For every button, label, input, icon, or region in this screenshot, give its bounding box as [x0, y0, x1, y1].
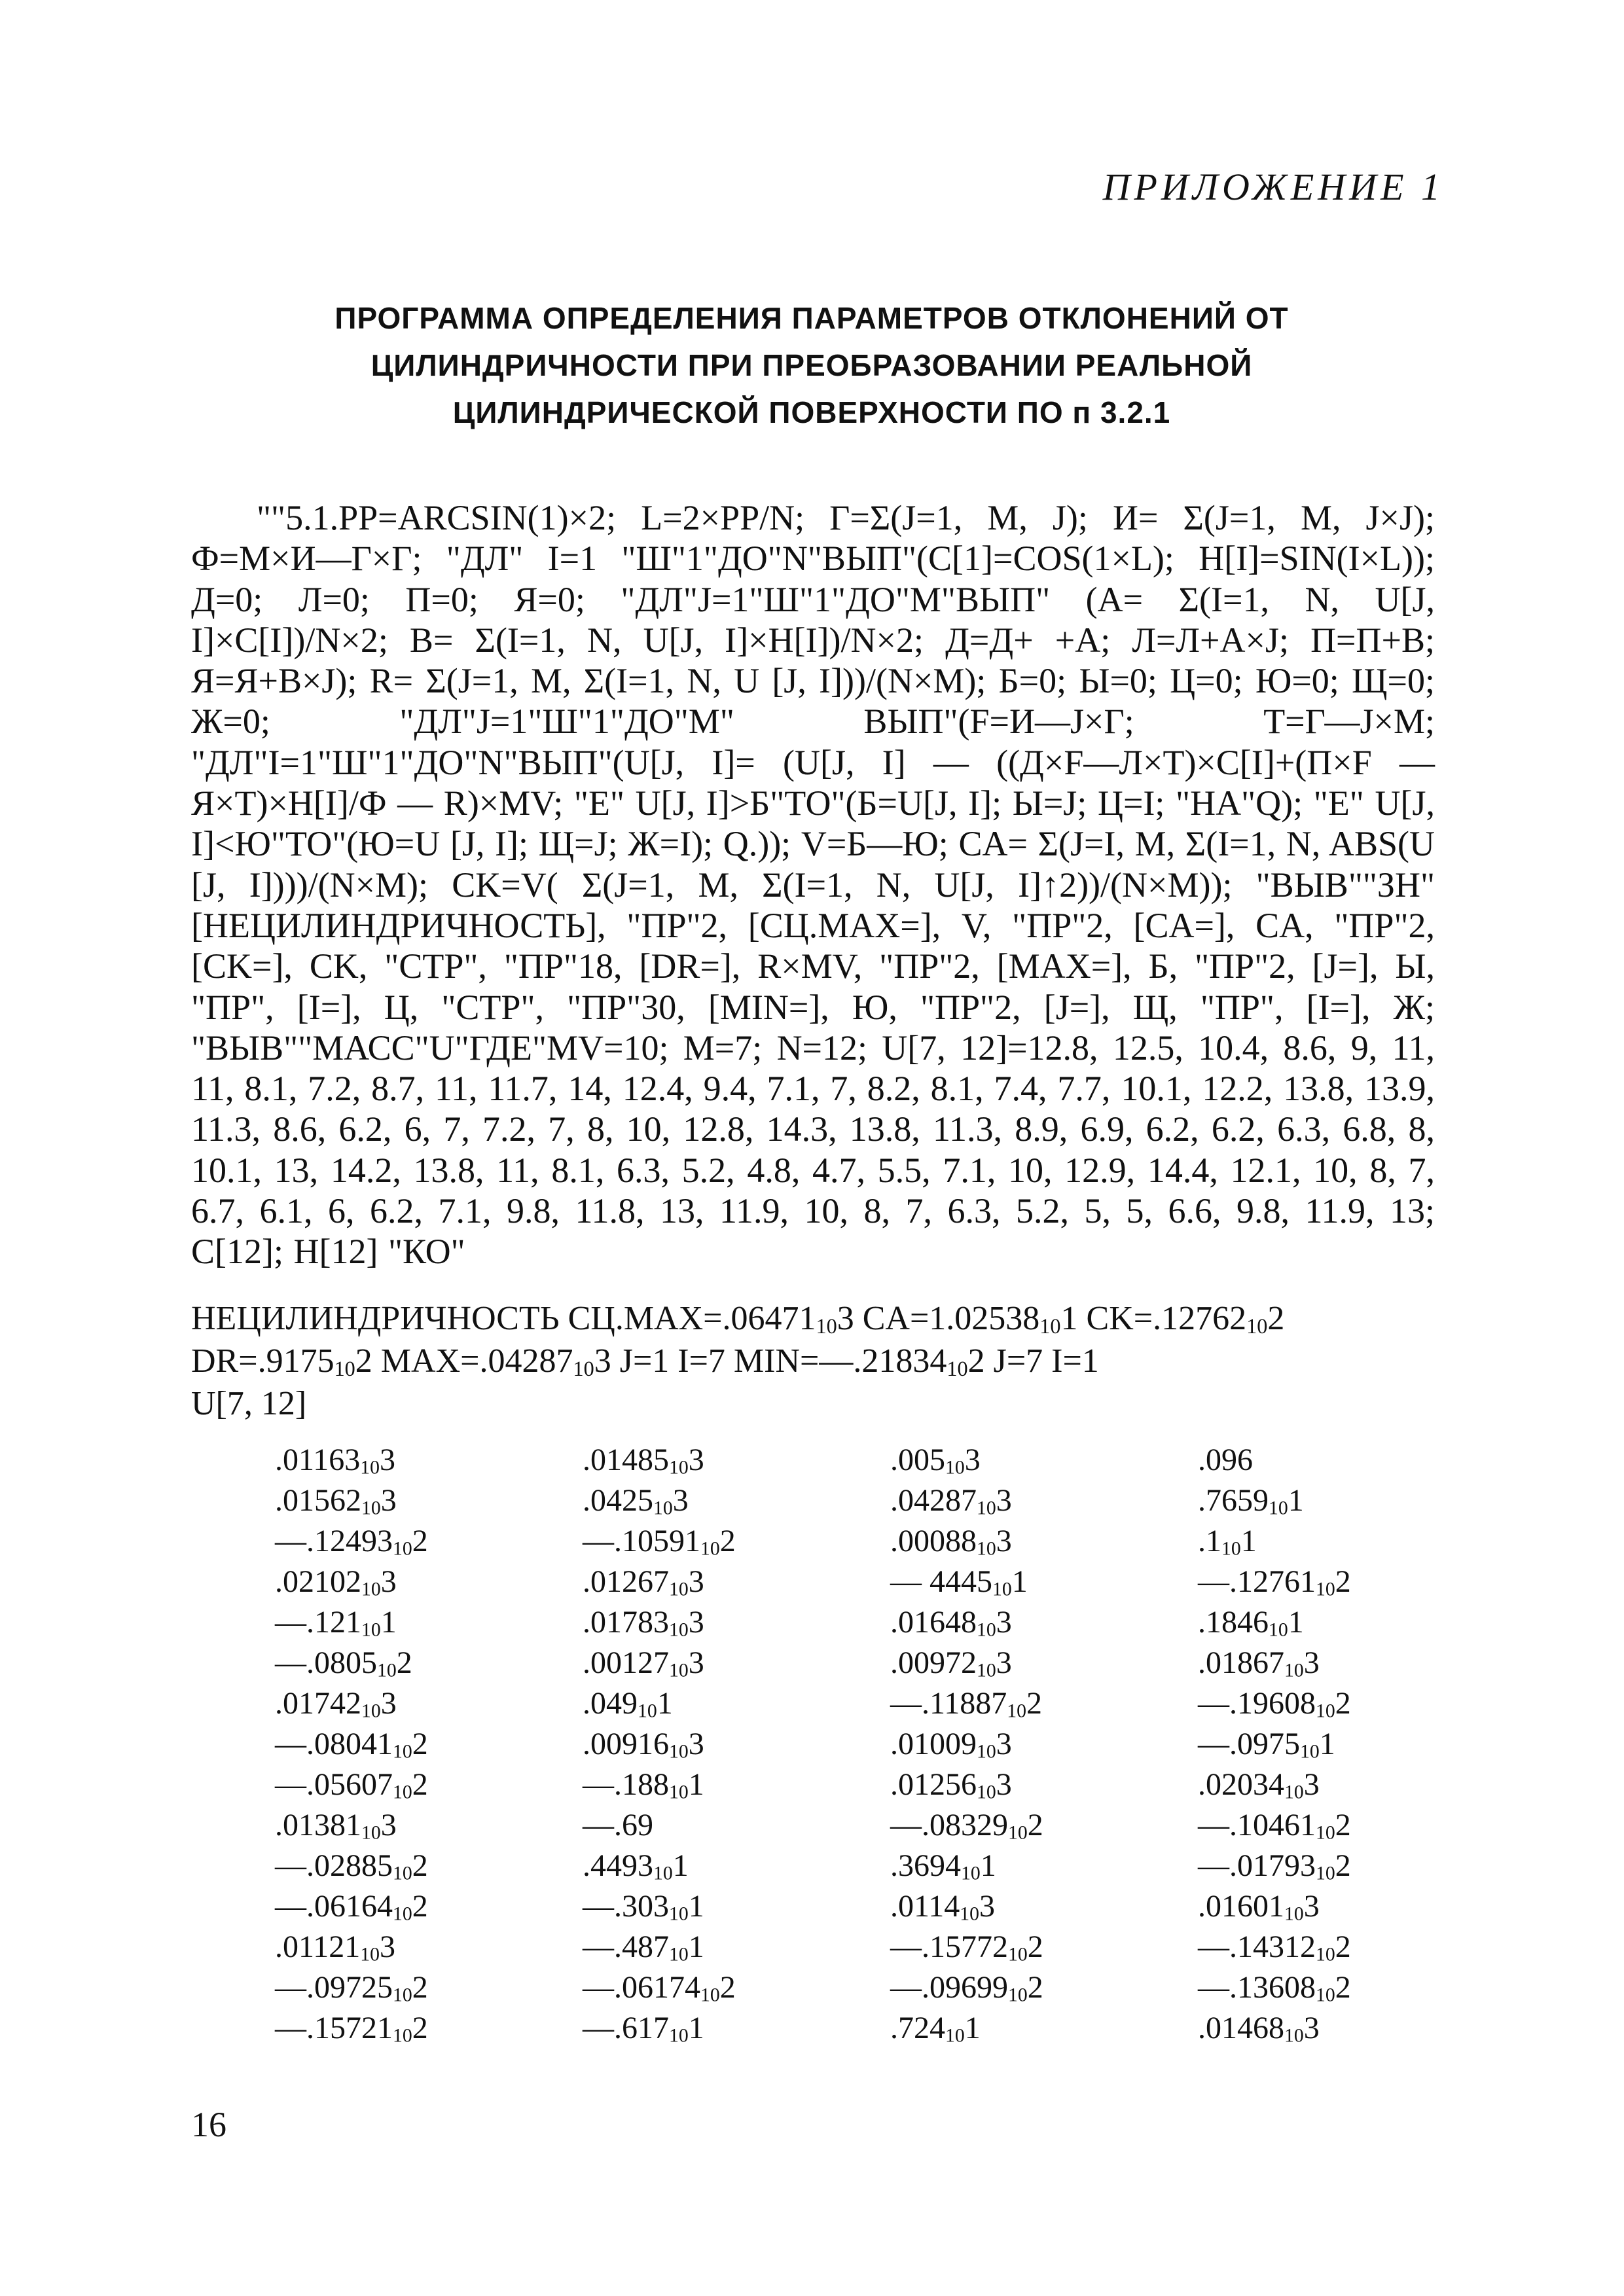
result-matrix	[275, 1440, 1427, 2049]
cell-exponent: 3	[1303, 1645, 1320, 1680]
cell-base: 10	[977, 1781, 996, 1803]
matrix-row	[275, 1724, 1427, 1765]
cell-mantissa: .4493	[583, 1848, 653, 1883]
cell-mantissa: .00916	[583, 1727, 669, 1761]
cell-mantissa: .02102	[275, 1564, 361, 1599]
matrix-cell	[583, 2008, 704, 2056]
cell-base: 10	[393, 1984, 412, 2006]
cell-exponent: 3	[979, 1889, 995, 1924]
cell-mantissa: —.08041	[275, 1727, 393, 1761]
title-line: ПРОГРАММА ОПРЕДЕЛЕНИЯ ПАРАМЕТРОВ ОТКЛОНЕНИЙ ОТ	[334, 301, 1289, 335]
cell-exponent: 3	[996, 1483, 1012, 1518]
cell-mantissa: .00088	[890, 1524, 977, 1558]
cell-exponent: 3	[379, 1443, 395, 1477]
cell-base: 10	[393, 1862, 412, 1884]
cell-mantissa: .01256	[890, 1767, 977, 1802]
cell-mantissa: .01163	[275, 1443, 361, 1477]
cell-exponent: 3	[996, 1645, 1012, 1680]
cell-exponent: 2	[719, 1970, 736, 2005]
cell-base: 10	[393, 1781, 412, 1803]
cell-mantissa: .00127	[583, 1645, 669, 1680]
cell-mantissa: .01468	[1198, 2011, 1284, 2045]
result-text: U[7, 12]	[191, 1385, 307, 1422]
cell-mantissa: .01742	[275, 1686, 361, 1721]
cell-exponent: 1	[380, 1605, 397, 1640]
cell-base: 10	[977, 1740, 996, 1763]
cell-mantissa: .01783	[583, 1605, 669, 1640]
cell-exponent: 3	[996, 1605, 1012, 1640]
cell-mantissa: .01009	[890, 1727, 977, 1761]
cell-base: 10	[1008, 1943, 1028, 1965]
result-line-1	[191, 1299, 1435, 1338]
cell-exponent: 3	[1303, 2011, 1320, 2045]
cell-base: 10	[961, 1862, 981, 1884]
cell-mantissa: —.06174	[583, 1970, 700, 2005]
cell-exponent: 3	[672, 1483, 689, 1518]
cell-base: 10	[1221, 1537, 1241, 1560]
cell-base: 10	[669, 2024, 689, 2047]
cell-mantissa: —.15721	[275, 2011, 393, 2045]
cell-base: 10	[361, 1700, 381, 1722]
cell-base: 10	[1269, 1497, 1288, 1519]
cell-mantissa: —.617	[583, 2011, 669, 2045]
cell-base: 10	[700, 1984, 720, 2006]
cell-mantissa: —.01793	[1198, 1848, 1316, 1883]
cell-base: 10	[1284, 1903, 1304, 1925]
cell-base: 10	[1284, 1659, 1304, 1681]
result-text: DR=.9175	[191, 1342, 334, 1380]
cell-mantissa: .724	[890, 2011, 945, 2045]
cell-mantissa: .01267	[583, 1564, 669, 1599]
cell-mantissa: .01648	[890, 1605, 977, 1640]
program-listing: ""5.1.РР=ARCSIN(1)×2; L=2×PP/N; Г=Σ(J=1, M, J); И= Σ(J=1, M, J×J); Ф=M×И—Г×Г; "ДЛ" I=1 "Ш"1"ДО"N"ВЫП"(C[1]=COS(1×L); H[I]=SIN(I×L)); Д=0; Л=0; П=0; Я=0; "ДЛ"J=1"Ш"1"ДО"M"ВЫП" (A= Σ(I=1, N, U[J, I]×C[I])/N×2; B= Σ(I=1, N, U[J, I]×H[I])/N×2; Д=Д+ +A; Л=Л+A×J; П=П+B; Я=Я+B×J); R= Σ(J=1, M, Σ(I=1, N, U [J, I]))/(N×M); Б=0; Ы=0; Ц=0; Ю=0; Щ=0; Ж=0; "ДЛ"J=1"Ш"1"ДО"M" ВЫП"(F=И—J×Г; T=Г—J×M; "ДЛ"I=1"Ш"1"ДО"N"ВЫП"(U[J, I]= (U[J, I] — ((Д×F—Л×T)×C[I]+(П×F — Я×T)×H[I]/Ф — R)×MV; "E" U[J, I]>Б"ТО"(Б=U[J, I]; Ы=J; Ц=I; "НА"Q); "E" U[J, I]<Ю"ТО"(Ю=U [J, I]; Щ=J; Ж=I); Q.)); V=Б—Ю; CA= Σ(J=I, M, Σ(I=1, N, ABS(U [J, I])))/(N×M); CK=V( Σ(J=1, M, Σ(I=1, N, U[J, I]↑2))/(N×M)); "ВЫВ""ЗН" [НЕЦИЛИНДРИЧНОСТЬ], "ПР"2, [СЦ.MAX=], V, "ПР"2, [CA=], CA, "ПР"2, [CK=], CK, "СТР", "ПР"18, [DR=], R×MV, "ПР"2, [MAX=], Б, "ПР"2, [J=], Ы, "ПР", [I=], Ц, "СТР", "ПР"30, [MIN=], Ю, "ПР"2, [J=], Щ, "ПР", [I=], Ж; "ВЫВ""МАСС"U"ГДЕ"MV=10; M=7; N=12; U[7, 12]=12.8, 12.5, 10.4, 8.6, 9, 11, 11, 8.1, 7.2, 8.7, 11, 11.7, 14, 12.4, 9.4, 7.1, 7, 8.2, 8.1, 7.4, 7.7, 10.1, 12.2, 13.8, 13.9, 11.3, 8.6, 6.2, 6, 7, 7.2, 7, 8, 10, 12.8, 14.3, 13.8, 11.3, 8.9, 6.9, 6.2, 6.2, 6.3, 6.8, 8, 10.1, 13, 14.2, 13.8, 11, 8.1, 6.3, 5.2, 4.8, 4.7, 5.5, 7.1, 10, 12.9, 14.4, 12.1, 10, 8, 7, 6.7, 6.1, 6, 6.2, 7.1, 9.8, 11.8, 13, 11.9, 10, 8, 7, 6.3, 5.2, 5, 5, 6.6, 9.8, 11.9, 13; C[12]; H[12] "КО"	[191, 498, 1435, 1272]
cell-exponent: 2	[1027, 1808, 1043, 1842]
cell-base: 10	[669, 1659, 689, 1681]
cell-mantissa: —.12493	[275, 1524, 393, 1558]
exponent-base: 10	[1039, 1314, 1061, 1338]
matrix-row	[275, 1683, 1427, 1724]
cell-mantissa: —.06164	[275, 1889, 393, 1924]
matrix-row	[275, 1440, 1427, 1480]
cell-exponent: 1	[964, 2011, 981, 2045]
cell-base: 10	[638, 1700, 657, 1722]
matrix-cell	[1198, 2008, 1320, 2056]
cell-mantissa: .01121	[275, 1929, 361, 1964]
cell-base: 10	[1008, 1984, 1028, 2006]
cell-base: 10	[1269, 1619, 1288, 1641]
result-text: 2 MAX=.04287	[355, 1342, 573, 1380]
matrix-row	[275, 1846, 1427, 1886]
cell-exponent: 3	[964, 1443, 981, 1477]
cell-mantissa: —.15772	[890, 1929, 1008, 1964]
cell-exponent: 2	[1335, 1970, 1351, 2005]
cell-mantissa: —.0805	[275, 1645, 377, 1680]
cell-exponent: 2	[1335, 1686, 1351, 1721]
cell-mantissa: .0425	[583, 1483, 653, 1518]
cell-exponent: 1	[672, 1848, 689, 1883]
exponent-base: 10	[334, 1356, 355, 1380]
cell-mantissa: .049	[583, 1686, 638, 1721]
cell-base: 10	[992, 1578, 1012, 1600]
matrix-cell	[583, 1805, 653, 1846]
cell-mantissa: —.11887	[890, 1686, 1007, 1721]
cell-exponent: 1	[1319, 1727, 1335, 1761]
cell-exponent: 1	[657, 1686, 673, 1721]
cell-base: 10	[1316, 1821, 1335, 1844]
cell-exponent: 2	[1027, 1970, 1043, 2005]
cell-exponent: 2	[412, 1767, 428, 1802]
cell-mantissa: .01381	[275, 1808, 361, 1842]
cell-exponent: 3	[688, 1443, 704, 1477]
cell-base: 10	[653, 1497, 673, 1519]
cell-exponent: 3	[996, 1524, 1012, 1558]
matrix-row	[275, 2008, 1427, 2049]
result-text: 2 J=7 I=1	[967, 1342, 1099, 1380]
cell-mantissa: .01867	[1198, 1645, 1284, 1680]
document-title	[196, 295, 1427, 436]
cell-exponent: 3	[380, 1564, 397, 1599]
cell-exponent: 2	[396, 1645, 412, 1680]
cell-base: 10	[361, 1619, 381, 1641]
cell-mantissa: —.303	[583, 1889, 669, 1924]
cell-mantissa: —.13608	[1198, 1970, 1316, 2005]
cell-base: 10	[393, 1903, 412, 1925]
cell-mantissa: —.10461	[1198, 1808, 1316, 1842]
cell-base: 10	[1316, 1700, 1335, 1722]
cell-exponent: 1	[1011, 1564, 1028, 1599]
cell-base: 10	[669, 1619, 689, 1641]
cell-base: 10	[669, 1781, 689, 1803]
cell-exponent: 1	[1288, 1483, 1304, 1518]
cell-base: 10	[945, 2024, 965, 2047]
cell-base: 10	[393, 1537, 412, 1560]
cell-mantissa: .005	[890, 1443, 945, 1477]
cell-base: 10	[360, 1943, 380, 1965]
cell-exponent: 1	[688, 2011, 704, 2045]
cell-exponent: 2	[1335, 1808, 1351, 1842]
cell-exponent: 2	[412, 1524, 428, 1558]
matrix-row	[275, 1927, 1427, 1967]
cell-mantissa: .096	[1198, 1443, 1253, 1477]
cell-exponent: 3	[379, 1929, 395, 1964]
cell-mantissa: .01601	[1198, 1889, 1284, 1924]
result-text: 1 CK=.12762	[1060, 1300, 1247, 1337]
cell-base: 10	[1284, 1781, 1304, 1803]
matrix-row	[275, 1643, 1427, 1683]
matrix-cell	[890, 2008, 981, 2056]
cell-exponent: 2	[412, 1727, 428, 1761]
cell-mantissa: —.188	[583, 1767, 669, 1802]
cell-base: 10	[361, 1497, 381, 1519]
cell-base: 10	[1316, 1578, 1335, 1600]
cell-base: 10	[377, 1659, 397, 1681]
cell-base: 10	[1284, 2024, 1304, 2047]
exponent-base: 10	[1246, 1314, 1268, 1338]
cell-mantissa: —.10591	[583, 1524, 700, 1558]
result-text: 3 J=1 I=7 MIN=—.21834	[594, 1342, 947, 1380]
cell-base: 10	[361, 1821, 381, 1844]
cell-exponent: 1	[688, 1767, 704, 1802]
cell-base: 10	[669, 1456, 689, 1479]
cell-base: 10	[977, 1497, 996, 1519]
cell-base: 10	[700, 1537, 720, 1560]
cell-base: 10	[393, 1740, 412, 1763]
cell-exponent: 1	[688, 1929, 704, 1964]
cell-mantissa: .02034	[1198, 1767, 1284, 1802]
result-line-3	[191, 1384, 1435, 1423]
matrix-row	[275, 1480, 1427, 1521]
matrix-row	[275, 1967, 1427, 2008]
cell-mantissa: —.14312	[1198, 1929, 1316, 1964]
cell-mantissa: —.09725	[275, 1970, 393, 2005]
cell-mantissa: .01485	[583, 1443, 669, 1477]
cell-exponent: 3	[996, 1727, 1012, 1761]
cell-mantissa: .00972	[890, 1645, 977, 1680]
cell-base: 10	[669, 1903, 689, 1925]
cell-exponent: 3	[380, 1483, 397, 1518]
exponent-base: 10	[573, 1356, 594, 1380]
cell-exponent: 2	[1335, 1848, 1351, 1883]
cell-mantissa: —.08329	[890, 1808, 1008, 1842]
cell-exponent: 2	[1335, 1564, 1351, 1599]
cell-exponent: 3	[688, 1605, 704, 1640]
appendix-label: ПРИЛОЖЕНИЕ 1	[1102, 166, 1444, 208]
matrix-row	[275, 1521, 1427, 1562]
cell-mantissa: .3694	[890, 1848, 961, 1883]
title-line: ЦИЛИНДРИЧЕСКОЙ ПОВЕРХНОСТИ ПО п 3.2.1	[452, 395, 1171, 429]
exponent-base: 10	[816, 1314, 837, 1338]
result-text: 3 CA=1.02538	[837, 1300, 1040, 1337]
cell-mantissa: —.02885	[275, 1848, 393, 1883]
cell-base: 10	[977, 1659, 996, 1681]
cell-base: 10	[1007, 1700, 1026, 1722]
cell-mantissa: — 4445	[890, 1564, 992, 1599]
matrix-cell	[275, 2008, 428, 2056]
cell-base: 10	[653, 1862, 673, 1884]
matrix-row	[275, 1886, 1427, 1927]
cell-base: 10	[669, 1578, 689, 1600]
cell-mantissa: .01562	[275, 1483, 361, 1518]
exponent-base: 10	[947, 1356, 968, 1380]
cell-base: 10	[1300, 1740, 1320, 1763]
cell-base: 10	[1008, 1821, 1028, 1844]
matrix-cell	[1198, 1440, 1253, 1480]
cell-mantissa: .04287	[890, 1483, 977, 1518]
result-text: НЕЦИЛИНДРИЧНОСТЬ СЦ.MAX=.06471	[191, 1300, 816, 1337]
cell-exponent: 2	[1335, 1929, 1351, 1964]
cell-exponent: 3	[1303, 1889, 1320, 1924]
cell-exponent: 2	[412, 1848, 428, 1883]
matrix-row	[275, 1602, 1427, 1643]
cell-exponent: 2	[412, 1970, 428, 2005]
cell-base: 10	[669, 1740, 689, 1763]
matrix-row	[275, 1805, 1427, 1846]
cell-base: 10	[360, 1456, 380, 1479]
cell-mantissa: .7659	[1198, 1483, 1269, 1518]
cell-exponent: 1	[1240, 1524, 1257, 1558]
cell-exponent: 3	[688, 1564, 704, 1599]
cell-exponent: 1	[688, 1889, 704, 1924]
cell-mantissa: —.487	[583, 1929, 669, 1964]
cell-base: 10	[361, 1578, 381, 1600]
cell-base: 10	[960, 1903, 979, 1925]
cell-exponent: 1	[1288, 1605, 1304, 1640]
cell-mantissa: .0114	[890, 1889, 960, 1924]
cell-base: 10	[1316, 1862, 1335, 1884]
cell-mantissa: —.19608	[1198, 1686, 1316, 1721]
cell-exponent: 2	[412, 1889, 428, 1924]
cell-exponent: 2	[412, 2011, 428, 2045]
result-text: 2	[1267, 1300, 1285, 1337]
cell-exponent: 3	[688, 1645, 704, 1680]
cell-mantissa: —.09699	[890, 1970, 1008, 2005]
cell-base: 10	[393, 2024, 412, 2047]
cell-base: 10	[669, 1943, 689, 1965]
matrix-row	[275, 1562, 1427, 1602]
cell-exponent: 3	[996, 1767, 1012, 1802]
cell-exponent: 3	[380, 1808, 397, 1842]
cell-base: 10	[1316, 1943, 1335, 1965]
page-number: 16	[191, 2105, 226, 2144]
cell-base: 10	[1316, 1984, 1335, 2006]
cell-exponent: 3	[688, 1727, 704, 1761]
cell-exponent: 2	[1027, 1929, 1043, 1964]
cell-exponent: 3	[380, 1686, 397, 1721]
cell-mantissa: —.0975	[1198, 1727, 1300, 1761]
cell-mantissa: —.05607	[275, 1767, 393, 1802]
title-line: ЦИЛИНДРИЧНОСТИ ПРИ ПРЕОБРАЗОВАНИИ РЕАЛЬНОЙ	[370, 348, 1253, 382]
cell-exponent: 1	[980, 1848, 996, 1883]
cell-exponent: 2	[719, 1524, 736, 1558]
cell-mantissa: .1	[1198, 1524, 1221, 1558]
cell-mantissa: —.69	[583, 1808, 653, 1842]
cell-exponent: 3	[1303, 1767, 1320, 1802]
cell-mantissa: .1846	[1198, 1605, 1269, 1640]
cell-base: 10	[977, 1537, 996, 1560]
cell-mantissa: —.121	[275, 1605, 361, 1640]
matrix-row	[275, 1765, 1427, 1805]
cell-base: 10	[945, 1456, 965, 1479]
cell-base: 10	[977, 1619, 996, 1641]
cell-mantissa: —.12761	[1198, 1564, 1316, 1599]
result-line-2	[191, 1342, 1435, 1381]
cell-exponent: 2	[1026, 1686, 1042, 1721]
